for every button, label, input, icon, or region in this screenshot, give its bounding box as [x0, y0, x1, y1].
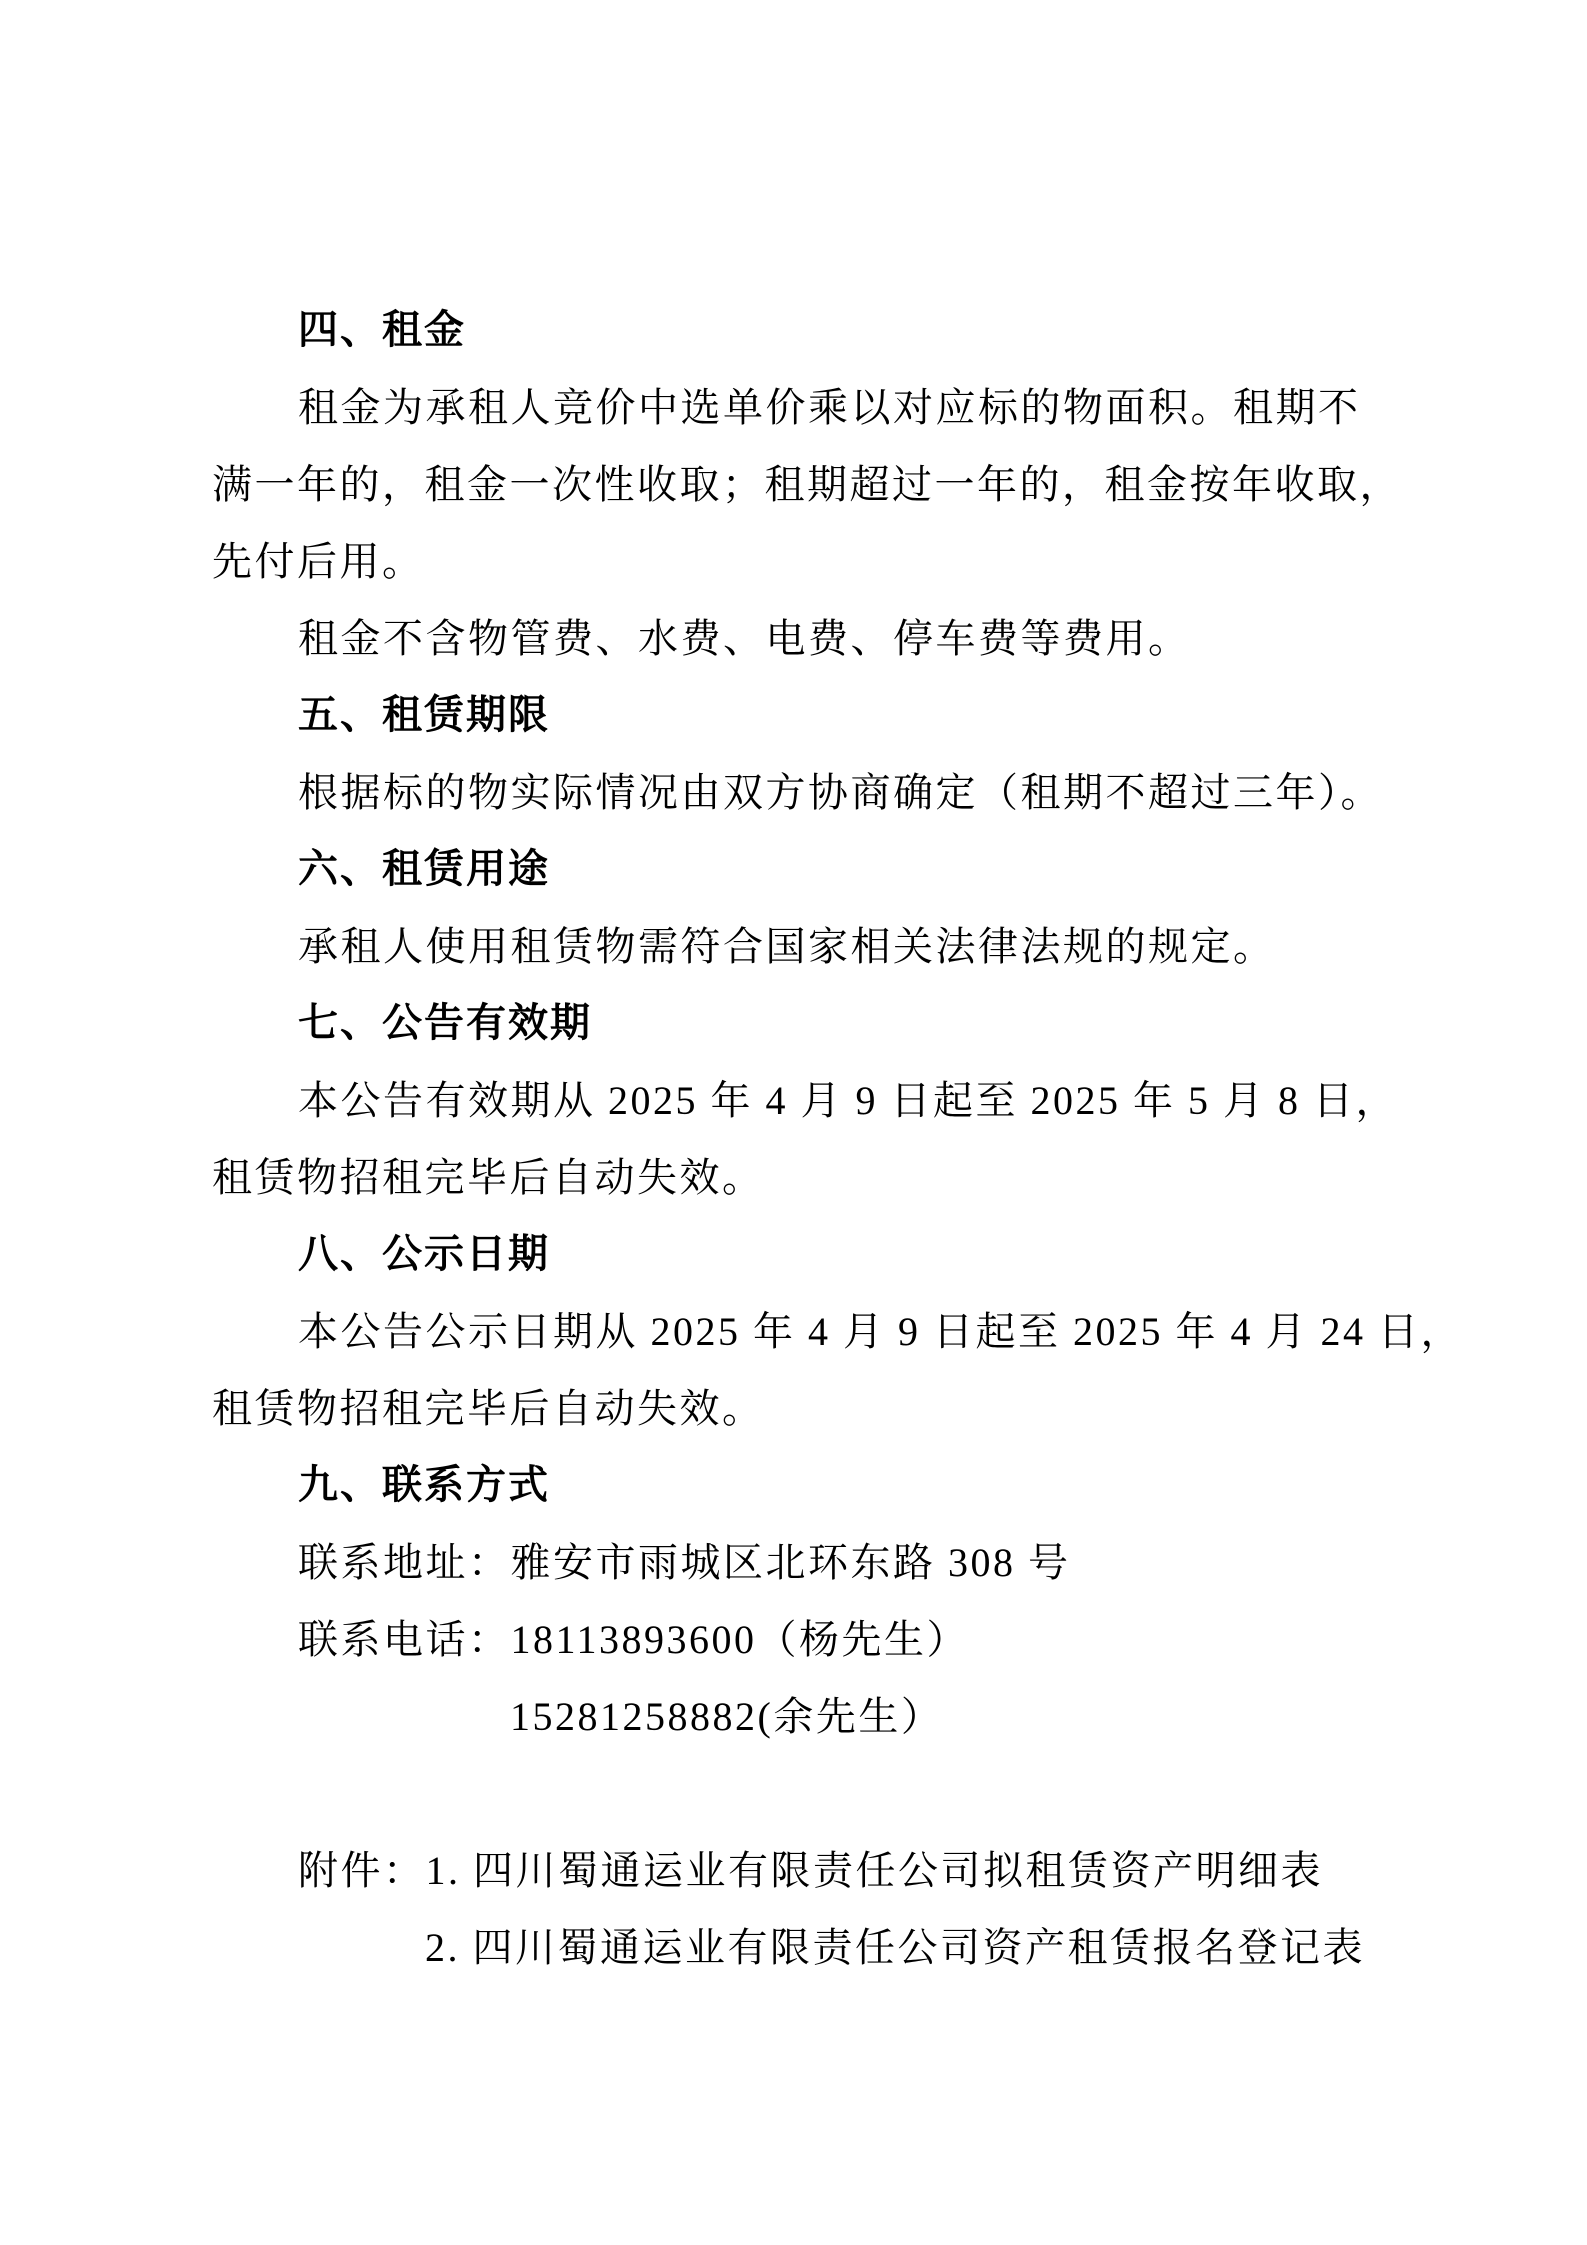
rent-fees-note: 租金不含物管费、水费、电费、停车费等费用。 — [298, 616, 1191, 661]
rent-paragraph-line: 先付后用。 — [212, 539, 425, 584]
rent-paragraph-line: 满一年的，租金一次性收取；租期超过一年的，租金按年收取， — [212, 462, 1402, 507]
attachment-item-2: 2. 四川蜀通运业有限责任公司资产租赁报名登记表 — [425, 1925, 1365, 1970]
contact-address-line: 联系地址：雅安市雨城区北环东路 308 号 — [298, 1540, 1071, 1585]
heading-publicity-date: 八、公示日期 — [298, 1232, 550, 1276]
contact-phone-line: 联系电话：18113893600（杨先生） — [298, 1617, 970, 1662]
heading-rent: 四、租金 — [298, 308, 466, 352]
contact-phone-line-2: 15281258882(余先生） — [510, 1694, 944, 1739]
heading-lease-term: 五、租赁期限 — [298, 693, 550, 737]
heading-contact-info: 九、联系方式 — [298, 1463, 550, 1507]
lease-purpose-paragraph: 承租人使用租赁物需符合国家相关法律法规的规定。 — [298, 924, 1276, 969]
publicity-paragraph-line: 本公告公示日期从 2025 年 4 月 9 日起至 2025 年 4 月 24 日， — [298, 1309, 1463, 1354]
validity-paragraph-line: 本公告有效期从 2025 年 4 月 9 日起至 2025 年 5 月 8 日， — [298, 1078, 1398, 1123]
validity-paragraph-line: 租赁物招租完毕后自动失效。 — [212, 1155, 765, 1200]
heading-lease-purpose: 六、租赁用途 — [298, 847, 550, 891]
rent-paragraph-line: 租金为承租人竞价中选单价乘以对应标的物面积。租期不 — [298, 385, 1361, 430]
announcement-body — [212, 292, 1463, 1986]
lease-term-paragraph: 根据标的物实际情况由双方协商确定（租期不超过三年）。 — [298, 770, 1383, 815]
blank-line — [212, 1755, 1402, 1832]
heading-validity-period: 七、公告有效期 — [298, 1001, 592, 1045]
publicity-paragraph-line: 租赁物招租完毕后自动失效。 — [212, 1386, 765, 1431]
attachment-item-1: 附件：1. 四川蜀通运业有限责任公司拟租赁资产明细表 — [298, 1848, 1323, 1893]
